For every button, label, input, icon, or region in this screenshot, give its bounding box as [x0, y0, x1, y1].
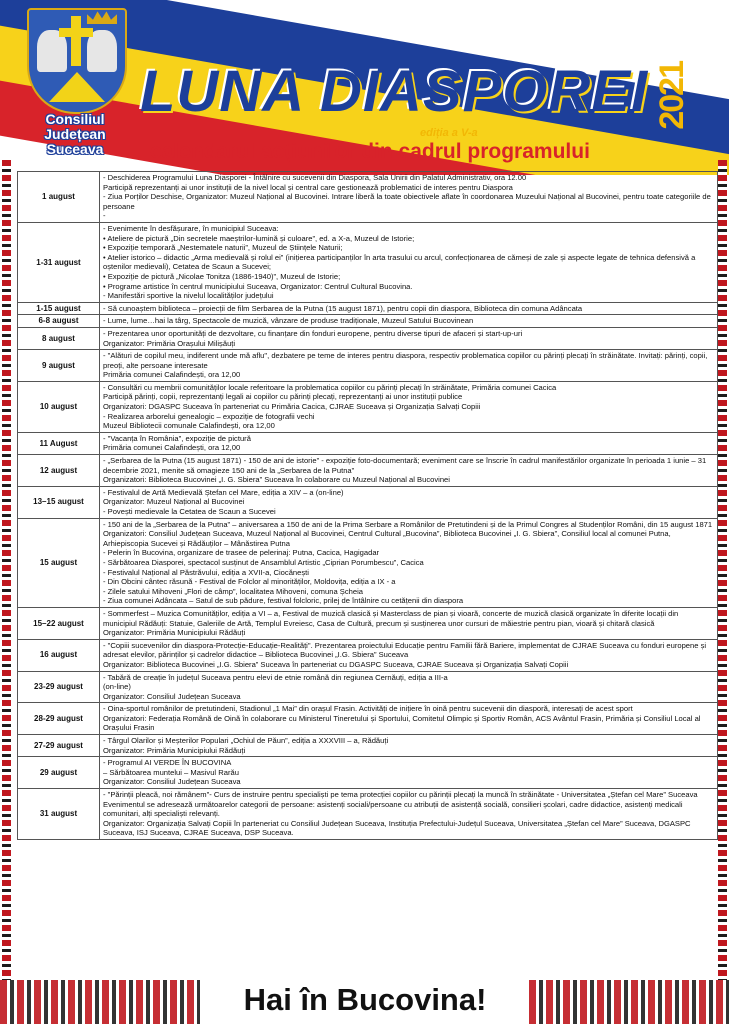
event-line: Organizator: Biblioteca Bucovinei „I.G. Sbiera” Suceava în parteneriat cu DGASPC Suceava, CJRAE Suceava și Organizația Salvați Copiii — [103, 659, 569, 669]
event-line: Organizator: Organizația Salvați Copiii în parteneriat cu Consiliul Județean Suceava, Instituția Prefectului-Județul Suceava, Universitatea „Ștefan cel Mare” Suceava, DGASPC Suceava, ISJ Suceava, CJRAE Suceava, DSP Suceava. — [103, 818, 691, 838]
event-line: - "Alături de copilul meu, indiferent unde mă aflu", dezbatere pe teme de interes pentru diaspora, respectiv problematica copiilor cu părinți plecați în străinătate. Invitați: părinți, copii, preoți, alte persoane interesate — [103, 351, 708, 370]
edition-label: ediția a V-a — [420, 127, 478, 139]
event-line: Organizator: Primăria Orașului Milișăuți — [103, 338, 236, 348]
event-line: - Din Obcini cântec răsună - Festival de Folclor al minorităților, Moldovița, ediția a IX - a — [103, 577, 396, 587]
event-line: • Expoziție temporară „Nestematele naturii”, Muzeul de Științele Naturii; — [103, 243, 343, 253]
table-row — [18, 735, 718, 757]
event-line: - Sărbătoarea Diasporei, spectacol susținut de Ansamblul Artistic „Ciprian Porumbescu”, Cacica — [103, 557, 424, 567]
event-line: - Programul AI VERDE ÎN BUCOVINA — [103, 758, 232, 768]
event-description — [100, 302, 718, 315]
event-date: 27-29 august — [18, 735, 100, 757]
folk-border-left — [2, 160, 11, 980]
event-line: Organizatori: DGASPC Suceava în parteneriat cu Primăria Cacica, CJRAE Suceava și Organizația Salvați Copiii — [103, 402, 481, 412]
events-table-container — [17, 171, 713, 840]
event-description — [100, 432, 718, 454]
event-date: 9 august — [18, 350, 100, 382]
event-line: - Pelerin în Bucovina, organizare de trasee de pelerinaj: Putna, Cacica, Hagigadar — [103, 548, 380, 558]
event-date: 1-31 august — [18, 222, 100, 302]
events-table-body — [18, 172, 718, 840]
event-date: 31 august — [18, 789, 100, 840]
event-line: - „Serbarea de la Putna (15 august 1871) - 150 de ani de istorie” - expoziție foto-documentară; eveniment care se înscrie în cadrul manifestărilor organizate în perioada 1 iunie – 31 decembrie 2021, menite să omagieze 150 ani de la „Serbarea de la Putna” — [103, 456, 707, 475]
event-line: Primăria comunei Calafindești, ora 12,00 — [103, 443, 241, 453]
event-line: Organizatori: Consiliul Județean Suceava, Muzeul Național al Bucovinei, Centrul Cultural „Bucovina”, Biblioteca Bucovinei „I. G. Sbiera”, Consiliul local al comunei Putna, Arhiepiscopia Sucevei și Rădăuților – Mânăstirea Putna — [103, 529, 671, 548]
table-row — [18, 327, 718, 349]
table-row — [18, 432, 718, 454]
event-line: - Manifestări sportive la nivelul localităților județului — [103, 291, 274, 301]
council-line: Consiliul — [45, 111, 105, 127]
event-description — [100, 639, 718, 671]
event-line: - — [103, 211, 106, 221]
event-description — [100, 757, 718, 789]
event-line: (on-line) — [103, 682, 131, 692]
event-date: 1 august — [18, 172, 100, 223]
table-row — [18, 671, 718, 703]
council-line: Județean — [44, 126, 106, 142]
footer — [0, 980, 729, 1024]
event-line: - Ziua comunei Adâncata – Satul de sub pădure, festival folcloric, prilej de întâlnire cu cetățenii din diaspora — [103, 596, 464, 606]
event-date: 6-8 august — [18, 315, 100, 328]
event-line: - "Vacanța în România", expoziție de pictură — [103, 433, 251, 443]
event-line: - Ziua Porților Deschise, Organizator: Muzeul Național al Bucovinei. Intrare liberă la toate obiectivele aflate în coordonarea Muzeului Național al Bucovinei, pentru toate categoriile de persoane — [103, 192, 711, 211]
event-description — [100, 486, 718, 518]
event-description — [100, 703, 718, 735]
event-description — [100, 172, 718, 223]
event-line: • Ateliere de pictură „Din secretele maeștrilor-lumină și culoare”, ed. a X-a, Muzeul de Istorie; — [103, 233, 415, 243]
table-row — [18, 757, 718, 789]
event-line: Participă părinți, copii, reprezentanți legali ai copiilor cu părinți plecați, reprezentanți ai unor instituții publice — [103, 392, 463, 402]
event-line: Organizator: Primăria Municipiului Rădăuți — [103, 745, 246, 755]
event-line: - Târgul Olarilor și Meșterilor Populari „Ochiul de Păun”, ediția a XXXVIII – a, Rădăuți — [103, 736, 389, 746]
table-row — [18, 486, 718, 518]
table-row — [18, 703, 718, 735]
event-date: 11 August — [18, 432, 100, 454]
event-date: 15 august — [18, 518, 100, 607]
event-line: • Expoziție de pictură „Nicolae Tonitza (1886-1940)”, Muzeul de Istorie; — [103, 271, 341, 281]
event-line: Primăria comunei Calafindești, ora 12,00 — [103, 370, 241, 380]
event-date: 10 august — [18, 381, 100, 432]
event-date: 16 august — [18, 639, 100, 671]
event-description — [100, 607, 718, 639]
folk-border-right — [718, 160, 727, 980]
event-line: Participă reprezentanți ai unor instituții de la nivel local și central care gestionează problematici de interes pentru Diaspora — [103, 182, 513, 192]
table-row — [18, 455, 718, 487]
table-row — [18, 315, 718, 328]
event-line: - Oina-sportul românilor de pretutindeni, Stadionul „1 Mai” din orașul Frasin. Activități de inițiere în oină pentru sucevenii din diasporă, interesați de acest sport — [103, 704, 633, 714]
table-row — [18, 518, 718, 607]
cross-icon — [71, 16, 81, 66]
event-line: • Atelier istorico – didactic „Arma medievală și rolul ei” (inițierea participanților în arta trasului cu arcul, confecționarea de cămeși de zale și aspecte legate de tehnica defensivă a oștenilor medievali), Cetatea de Scaun a Sucevei; — [103, 252, 696, 272]
event-line: Organizatori: Federația Română de Oină în colaborare cu Ministerul Tineretului și Sportului, Comitetul Olimpic și Sportiv Român, ACS Avântul Frasin, Primăria și Consiliul Local al Orașului Frasin — [103, 713, 701, 733]
event-description — [100, 789, 718, 840]
council-name — [25, 112, 125, 157]
event-line: - Sommerfest – Muzica Comunităților, ediția a VI – a, Festival de muzică clasică și Masterclass de pian și vioară, concerte de muzică clasică organizate în diferite locații din municipiul Rădăuți: Statuie, Galeriile de Artă, Templul Evreiesc, Casa de Cultură, precum și susținerea unor cursuri de măiestrie pentru pian, vioară și chitară clasică — [103, 608, 679, 628]
event-description — [100, 735, 718, 757]
table-row — [18, 381, 718, 432]
table-row — [18, 607, 718, 639]
event-date: 1-15 august — [18, 302, 100, 315]
event-line: Organizator: Muzeul Național al Bucovinei — [103, 497, 245, 507]
event-line: - Festivalul Național al Păstrăvului, ediția a XVII-a, Ciocănești — [103, 567, 309, 577]
event-date: 29 august — [18, 757, 100, 789]
event-line: - Să cunoaștem biblioteca – proiecții de film Serbarea de la Putna (15 august 1871), pentru copii din diaspora, Biblioteca din comuna Adâncata — [103, 303, 583, 313]
cross-bar — [59, 28, 93, 37]
event-line: - Festivalul de Artă Medievală Ștefan cel Mare, ediția a XIV – a (on-line) — [103, 487, 344, 497]
event-line: Muzeul Bibliotecii comunale Calafindești, ora 12,00 — [103, 421, 275, 431]
event-date: 23-29 august — [18, 671, 100, 703]
event-description — [100, 671, 718, 703]
mountain-icon — [49, 72, 105, 102]
event-line: - Prezentarea unor oportunități de dezvoltare, cu finanțare din fonduri europene, pentru diverse tipuri de afaceri și start-up-uri — [103, 328, 523, 338]
event-date: 28-29 august — [18, 703, 100, 735]
event-date: 15–22 august — [18, 607, 100, 639]
page-title: LUNA DIASPOREI — [140, 59, 649, 124]
table-row — [18, 222, 718, 302]
event-description — [100, 381, 718, 432]
event-description — [100, 222, 718, 302]
table-row — [18, 350, 718, 382]
coat-of-arms-icon — [27, 8, 127, 114]
event-line: - Tabără de creație în județul Suceava pentru elevi de etnie română din regiunea Cernăuți, ediția a III-a — [103, 672, 448, 682]
table-row — [18, 639, 718, 671]
event-line: - Realizarea arborelui genealogic – expoziție de fotografii vechi — [103, 411, 315, 421]
folk-motif-left — [0, 980, 200, 1024]
table-row — [18, 172, 718, 223]
crown-icon — [87, 10, 117, 24]
event-date: 12 august — [18, 455, 100, 487]
event-line: - Evenimente în desfășurare, în municipiul Suceava: — [103, 223, 279, 233]
event-description — [100, 455, 718, 487]
page-subtitle: calendarul acțiunilor din cadrul programului — [150, 140, 590, 163]
event-line: Organizator: Primăria Municipiului Rădăuți — [103, 628, 246, 638]
event-line: - 150 ani de la „Serbarea de la Putna” – aniversarea a 150 de ani de la Prima Serbare a Românilor de Pretutindeni și de la Primul Congres al Studenților Români, din 15 august 1871 — [103, 519, 713, 529]
council-line: Suceava — [46, 141, 104, 157]
event-date: 13–15 august — [18, 486, 100, 518]
event-description — [100, 350, 718, 382]
folk-motif-right — [529, 980, 729, 1024]
event-description — [100, 327, 718, 349]
event-line: Evenimentul se adresează următoarelor categorii de persoane: asistenți sociali/persoane cu atribuții de asistență socială, consilieri școlari, cadre didactice, asistenți medicali comunitari, alți specialiști relevanți. — [103, 799, 683, 819]
event-line: - Deschiderea Programului Luna Diasporei - Întâlnire cu sucevenii din Diaspora, Sala Unirii din Palatul Administrativ, ora 12.00 — [103, 173, 527, 182]
footer-motto: Hai în Bucovina! — [243, 982, 487, 1017]
table-row — [18, 789, 718, 840]
event-line: - Lume, lume…hai la târg, Spectacole de muzică, vânzare de produse tradiționale, Muzeul Satului Bucovinean — [103, 316, 474, 326]
event-line: Organizator: Consiliul Județean Suceava — [103, 691, 241, 701]
event-line: - Consultări cu membrii comunităților locale referitoare la problematica copiilor cu părinți plecați în străinătate, Primăria comunei Cacica — [103, 382, 557, 392]
event-line: Organizator: Consiliul Județean Suceava — [103, 777, 241, 787]
event-description — [100, 518, 718, 607]
event-line: - "Părinții pleacă, noi rămânem"- Curs de instruire pentru specialiști pe tema protecției copiilor cu părinții plecați la muncă în străinătate - Universitatea „Ștefan cel Mare” Suceava — [103, 790, 698, 800]
event-line: – Sărbătoarea muntelui – Masivul Rarău — [103, 767, 239, 777]
event-line: Organizatori: Biblioteca Bucovinei „I. G. Sbiera” Suceava în colaborare cu Muzeul Național al Bucovinei — [103, 475, 450, 485]
event-line: • Programe artistice în centrul municipiului Suceava, Organizator: Centrul Cultural Bucovina. — [103, 281, 413, 291]
event-line: - Povești medievale la Cetatea de Scaun a Sucevei — [103, 507, 276, 516]
events-table — [17, 171, 718, 840]
year-label: 2021 — [653, 62, 691, 130]
event-description — [100, 315, 718, 328]
event-line: - "Copiii sucevenilor din diaspora-Protecție-Educație-Realități". Prezentarea proiectului Educație pentru Familii fără Bariere, implementat de CJRAE Suceava cu fonduri europene și adresat elevilor, părinților și cadrelor didactice – Biblioteca Bucovinei „I.G. Sbiera” Suceava — [103, 640, 707, 660]
event-line: - Zilele satului Mihoveni „Flori de câmp”, localitatea Mihoveni, comuna Șcheia — [103, 586, 363, 596]
table-row — [18, 302, 718, 315]
event-date: 8 august — [18, 327, 100, 349]
